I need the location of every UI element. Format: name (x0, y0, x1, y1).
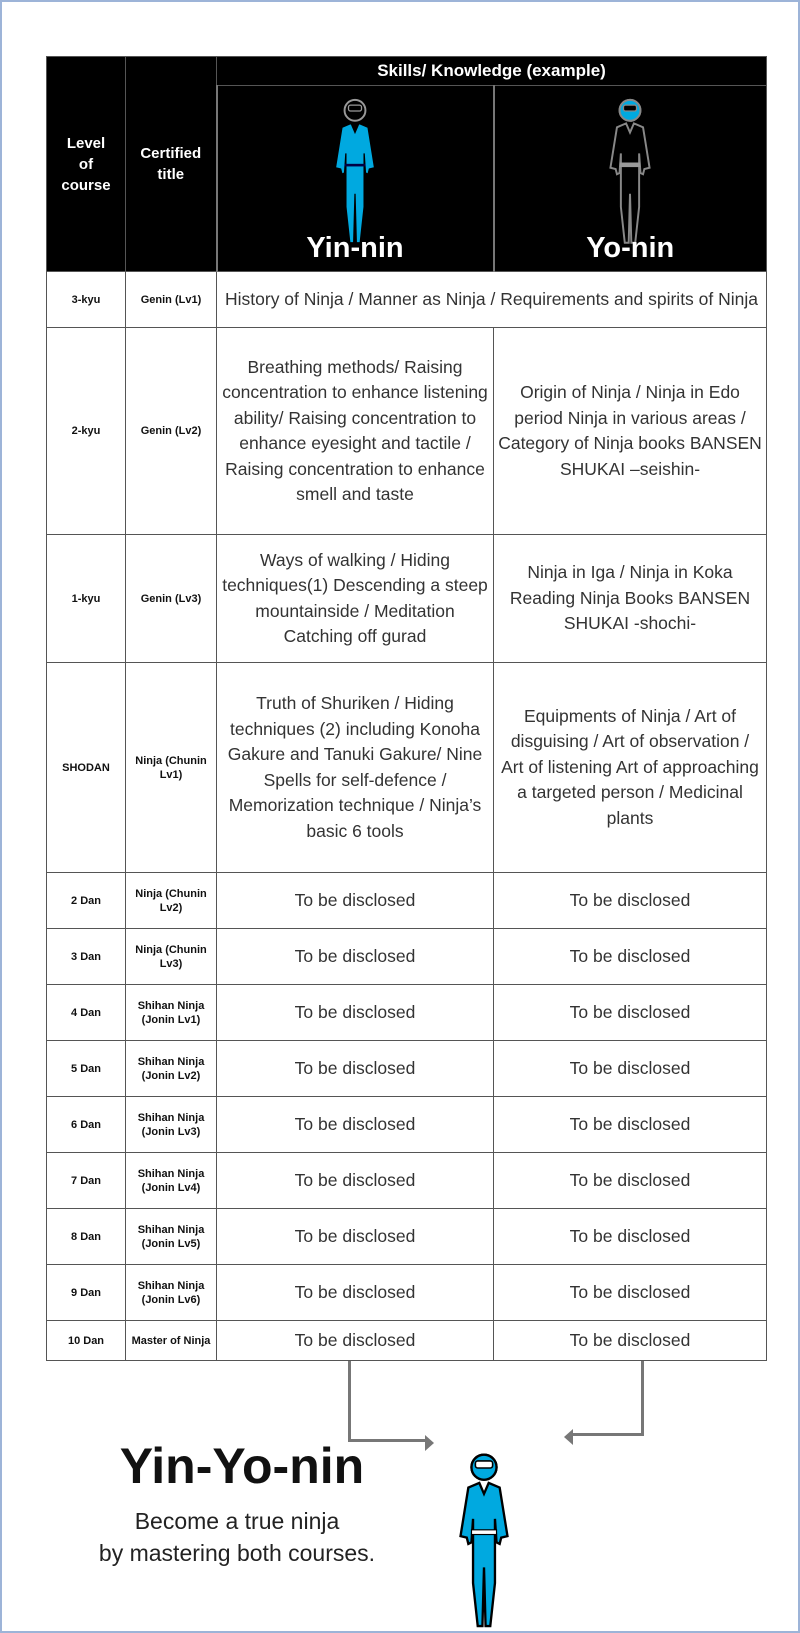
level-cell: 1-kyu (47, 535, 126, 663)
table-row (47, 1321, 767, 1361)
arrow-yin (348, 1361, 428, 1442)
table-row (47, 663, 767, 873)
title-cell: Shihan Ninja (Jonin Lv6) (126, 1265, 217, 1321)
title-cell: Genin (Lv3) (126, 535, 217, 663)
title-cell: Shihan Ninja (Jonin Lv2) (126, 1041, 217, 1097)
title-cell: Shihan Ninja (Jonin Lv3) (126, 1097, 217, 1153)
yo-nin-cell: To be disclosed (494, 1321, 767, 1361)
title-cell: Shihan Ninja (Jonin Lv5) (126, 1209, 217, 1265)
yin-nin-cell: To be disclosed (217, 1041, 494, 1097)
level-cell: 8 Dan (47, 1209, 126, 1265)
title-cell: Genin (Lv1) (126, 272, 217, 328)
course-table (46, 56, 767, 1361)
yo-nin-cell: To be disclosed (494, 929, 767, 985)
yin-nin-cell: Truth of Shuriken / Hiding techniques (2) including Konoha Gakure and Tanuki Gakure/ Nine Spells for self-defence / Memorization technique / Ninja’s basic 6 tools (217, 663, 494, 873)
level-cell: 2-kyu (47, 328, 126, 535)
table-row (47, 929, 767, 985)
yin-nin-cell: To be disclosed (217, 1265, 494, 1321)
level-cell: 9 Dan (47, 1265, 126, 1321)
yin-nin-cell: To be disclosed (217, 929, 494, 985)
level-cell: 5 Dan (47, 1041, 126, 1097)
yin-nin-cell: To be disclosed (217, 1321, 494, 1361)
subtitle-line-1: Become a true ninja (134, 1508, 340, 1534)
title-cell: Shihan Ninja (Jonin Lv1) (126, 985, 217, 1041)
header-yo-nin (494, 86, 767, 272)
title-cell: Ninja (Chunin Lv3) (126, 929, 217, 985)
footer-subtitle (42, 1505, 432, 1569)
level-cell: 4 Dan (47, 985, 126, 1041)
yin-nin-cell: To be disclosed (217, 873, 494, 929)
arrow-yo (572, 1361, 644, 1436)
yo-nin-cell: To be disclosed (494, 1265, 767, 1321)
title-cell: Ninja (Chunin Lv2) (126, 873, 217, 929)
level-cell: SHODAN (47, 663, 126, 873)
yin-nin-figure-icon (320, 96, 390, 246)
yin-yo-nin-figure-icon (434, 1450, 534, 1630)
title-cell: Genin (Lv2) (126, 328, 217, 535)
yin-nin-cell: To be disclosed (217, 1153, 494, 1209)
yo-nin-cell: To be disclosed (494, 1209, 767, 1265)
skills-cell: History of Ninja / Manner as Ninja / Requirements and spirits of Ninja (217, 272, 767, 328)
table-row (47, 1097, 767, 1153)
level-cell: 10 Dan (47, 1321, 126, 1361)
yo-nin-label: Yo-nin (586, 232, 675, 264)
title-cell: Ninja (Chunin Lv1) (126, 663, 217, 873)
level-cell: 3 Dan (47, 929, 126, 985)
yo-nin-cell: To be disclosed (494, 873, 767, 929)
arrow-yo-head-icon (564, 1429, 573, 1445)
yin-nin-cell: To be disclosed (217, 1209, 494, 1265)
arrow-yin-head-icon (425, 1435, 434, 1451)
table-row (47, 328, 767, 535)
level-cell: 7 Dan (47, 1153, 126, 1209)
table-row (47, 1153, 767, 1209)
table-row (47, 1041, 767, 1097)
yin-nin-cell: Breathing methods/ Raising concentration to enhance listening ability/ Raising concentration to enhance eyesight and tactile / Raising concentration to enhance smell and taste (217, 328, 494, 535)
title-cell: Shihan Ninja (Jonin Lv4) (126, 1153, 217, 1209)
yin-nin-label: Yin-nin (306, 232, 404, 264)
yo-nin-cell: Ninja in Iga / Ninja in Koka Reading Ninja Books BANSEN SHUKAI -shochi- (494, 535, 767, 663)
table-row (47, 1265, 767, 1321)
level-cell: 6 Dan (47, 1097, 126, 1153)
table-row (47, 1209, 767, 1265)
title-cell: Master of Ninja (126, 1321, 217, 1361)
yo-nin-figure-icon (595, 96, 665, 246)
yo-nin-cell: To be disclosed (494, 985, 767, 1041)
yin-nin-cell: To be disclosed (217, 985, 494, 1041)
header-level: Level of course (47, 57, 126, 272)
header-title: Certified title (126, 57, 217, 272)
subtitle-line-2: by mastering both courses. (98, 1540, 376, 1566)
table-row (47, 272, 767, 328)
yo-nin-cell: To be disclosed (494, 1041, 767, 1097)
footer-title: Yin-Yo-nin (119, 1438, 365, 1494)
yo-nin-cell: Origin of Ninja / Ninja in Edo period Ninja in various areas / Category of Ninja books BANSEN SHUKAI –seishin- (494, 328, 767, 535)
yo-nin-cell: Equipments of Ninja / Art of disguising / Art of observation / Art of listening Art of approaching a targeted person / Medicinal plants (494, 663, 767, 873)
table-row (47, 873, 767, 929)
level-cell: 2 Dan (47, 873, 126, 929)
yo-nin-cell: To be disclosed (494, 1153, 767, 1209)
yin-nin-cell: To be disclosed (217, 1097, 494, 1153)
level-cell: 3-kyu (47, 272, 126, 328)
yin-nin-cell: Ways of walking / Hiding techniques(1) Descending a steep mountainside / Meditation Catching off gurad (217, 535, 494, 663)
header-skills: Skills/ Knowledge (example) (217, 57, 767, 86)
table-row (47, 535, 767, 663)
header-yin-nin (217, 86, 494, 272)
table-row (47, 985, 767, 1041)
yo-nin-cell: To be disclosed (494, 1097, 767, 1153)
